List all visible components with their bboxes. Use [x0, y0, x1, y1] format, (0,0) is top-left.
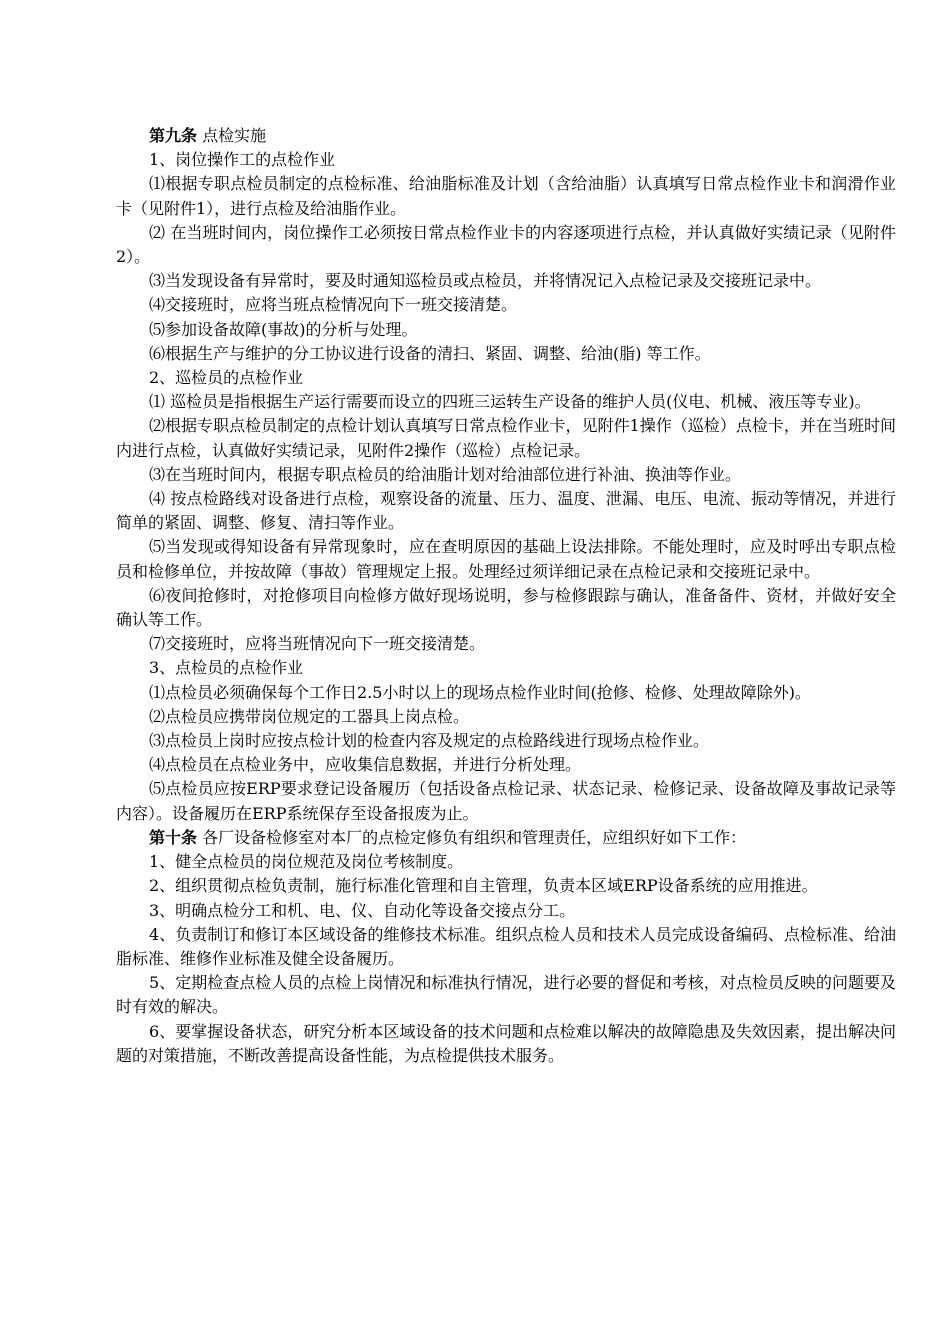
article-10-label: 第十条 — [149, 827, 198, 847]
article-10-intro: 各厂设备检修室对本厂的点检定修负有组织和管理责任，应组织好如下工作： — [202, 827, 747, 847]
document-page — [116, 124, 896, 1068]
paragraph: ⑸当发现或得知设备有异常现象时，应在查明原因的基础上设法排除。不能处理时，应及时呼出专职点检员和检修单位，并按故障（事故）管理规定上报。处理经过须详细记录在点检记录和交接班记录中。 — [116, 537, 896, 581]
paragraph: ⑸点检员应按ERP要求登记设备履历（包括设备点检记录、状态记录、检修记录、设备故障及事故记录等内容）。设备履历在ERP系统保存至设备报废为止。 — [116, 779, 896, 823]
paragraph: ⑸参加设备故障(事故)的分析与处理。 — [149, 319, 418, 339]
paragraph: ⑹夜间抢修时，对抢修项目向检修方做好现场说明，参与检修跟踪与确认，准备备件、资材，并做好安全确认等工作。 — [116, 585, 896, 630]
paragraph: ⑷ 按点检路线对设备进行点检，观察设备的流量、压力、温度、泄漏、电压、电流、振动等情况，并进行简单的紧固、调整、修复、清扫等作业。 — [116, 489, 896, 533]
list-item: 1、健全点检员的岗位规范及岗位考核制度。 — [149, 852, 464, 872]
list-item: 4、负责制订和修订本区域设备的维修技术标准。组织点检人员和技术人员完成设备编码、点检标准、给油脂标准、维修作业标准及健全设备履历。 — [116, 924, 896, 968]
article-10-heading — [116, 826, 896, 850]
paragraph: ⑵ 在当班时间内，岗位操作工必须按日常点检作业卡的内容逐项进行点检，并认真做好实绩记录（见附件2）。 — [116, 222, 896, 267]
paragraph: ⑺交接班时，应将当班情况向下一班交接清楚。 — [149, 634, 486, 654]
article-9-label: 第九条 — [149, 126, 198, 145]
section-2-heading: 2、巡检员的点检作业 — [149, 368, 304, 388]
article-9-title: 点检实施 — [202, 126, 267, 145]
paragraph: ⑴ 巡检员是指根据生产运行需要而设立的四班三运转生产设备的维护人员(仪电、机械、液压等专业)。 — [149, 392, 871, 412]
paragraph: ⑵根据专职点检员制定的点检计划认真填写日常点检作业卡，见附件1操作（巡检）点检卡，并在当班时间内进行点检，认真做好实绩记录，见附件2操作（巡检）点检记录。 — [116, 416, 896, 460]
paragraph: ⑶当发现设备有异常时，要及时通知巡检员或点检员，并将情况记入点检记录及交接班记录中。 — [149, 271, 822, 291]
list-item: 3、明确点检分工和机、电、仪、自动化等设备交接点分工。 — [149, 900, 576, 920]
section-1-heading: 1、岗位操作工的点检作业 — [149, 150, 336, 170]
paragraph: ⑶在当班时间内，根据专职点检员的给油脂计划对给油部位进行补油、换油等作业。 — [149, 464, 742, 484]
paragraph: ⑶点检员上岗时应按点检计划的检查内容及规定的点检路线进行现场点检作业。 — [149, 731, 710, 751]
section-3-heading: 3、点检员的点检作业 — [149, 658, 304, 678]
paragraph: ⑷点检员在点检业务中，应收集信息数据，并进行分析处理。 — [149, 755, 582, 775]
paragraph: ⑴根据专职点检员制定的点检标准、给油脂标准及计划（含给油脂）认真填写日常点检作业卡和润滑作业卡（见附件1），进行点检及给油脂作业。 — [116, 174, 896, 218]
paragraph: ⑷交接班时，应将当班点检情况向下一班交接清楚。 — [149, 295, 518, 315]
paragraph: ⑴点检员必须确保每个工作日2.5小时以上的现场点检作业时间(抢修、检修、处理故障除外)。 — [149, 682, 811, 702]
list-item: 5、定期检查点检人员的点检上岗情况和标准执行情况，进行必要的督促和考核，对点检员反映的问题要及时有效的解决。 — [116, 973, 896, 1017]
paragraph: ⑵点检员应携带岗位规定的工器具上岗点检。 — [149, 706, 470, 726]
article-9-heading — [116, 124, 896, 148]
list-item: 2、组织贯彻点检负责制，施行标准化管理和自主管理，负责本区域ERP设备系统的应用推进。 — [149, 876, 818, 896]
list-item: 6、要掌握设备状态，研究分析本区域设备的技术问题和点检难以解决的故障隐患及失效因素，提出解决问题的对策措施，不断改善提高设备性能，为点检提供技术服务。 — [116, 1021, 896, 1065]
paragraph: ⑹根据生产与维护的分工协议进行设备的清扫、紧固、调整、给油(脂) 等工作。 — [149, 343, 711, 363]
